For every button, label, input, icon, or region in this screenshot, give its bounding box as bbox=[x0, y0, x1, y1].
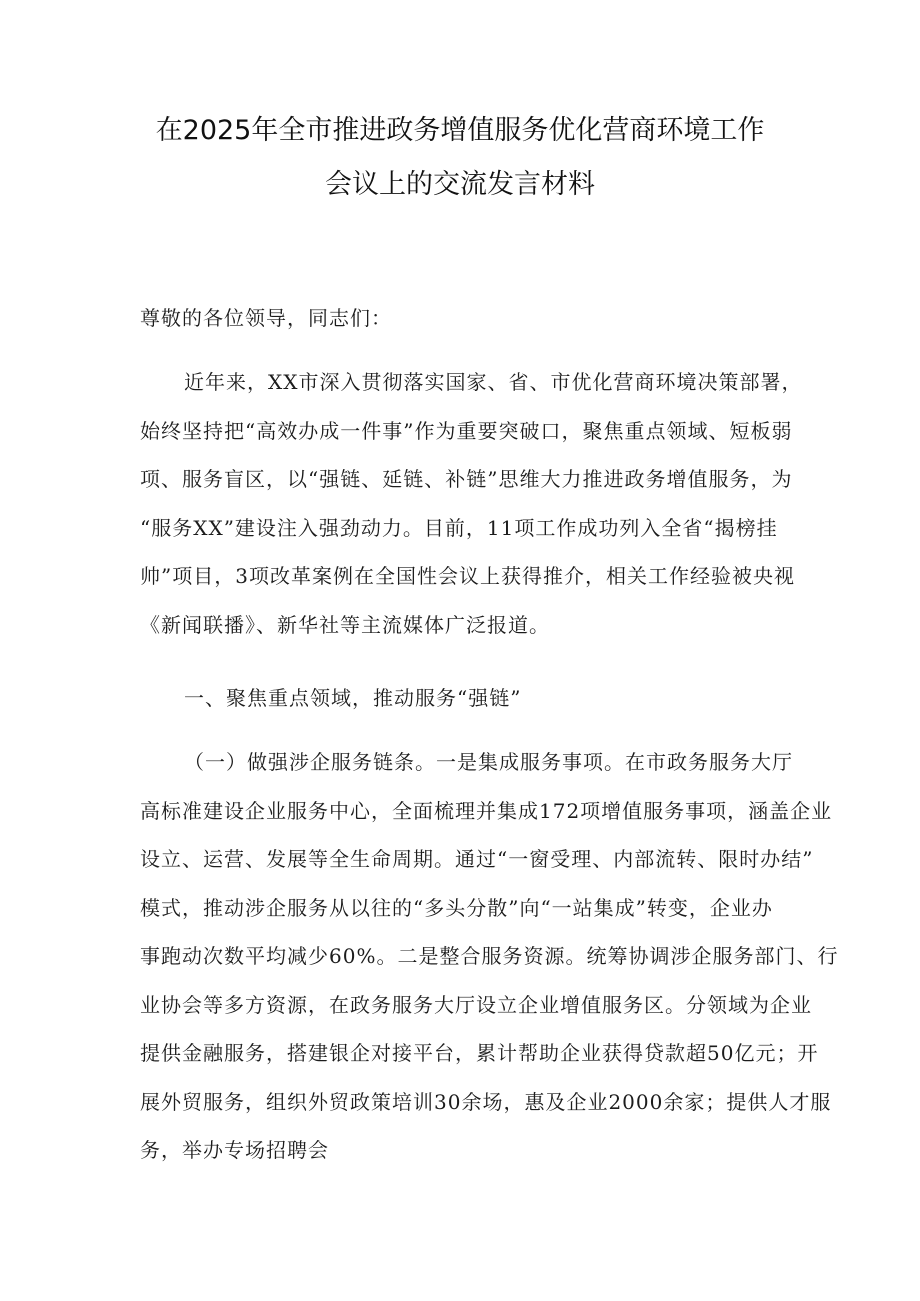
paragraph-line: 模式，推动涉企服务从以往的“多头分散”向“一站集成”转变，企业办 bbox=[140, 895, 773, 920]
salutation-text: 尊敬的各位领导，同志们： bbox=[140, 306, 392, 330]
paragraph-line: 帅”项目，3项改革案例在全国性会议上获得推介，相关工作经验被央视 bbox=[140, 564, 795, 588]
paragraph-line: 展外贸服务，组织外贸政策培训30余场，惠及企业2000余家；提供人才服 bbox=[140, 1089, 832, 1114]
paragraph-line: 始终坚持把“高效办成一件事”作为重要突破口，聚焦重点领域、短板弱 bbox=[140, 418, 793, 443]
paragraph-line: 《新闻联播》、新华社等主流媒体广泛报道。 bbox=[140, 612, 550, 637]
paragraph-line: 提供金融服务，搭建银企对接平台，累计帮助企业获得贷款超50亿元；开 bbox=[140, 1041, 819, 1065]
paragraph-line: 近年来，XX市深入贯彻落实国家、省、市优化营商环境决策部署， bbox=[184, 370, 803, 394]
paragraph-line: （一）做强涉企服务链条。一是集成服务事项。在市政务服务大厅 bbox=[184, 750, 793, 774]
paragraph-line: 业协会等多方资源，在政务服务大厅设立企业增值服务区。分领域为企业 bbox=[140, 992, 812, 1017]
paragraph-line: 务，举办专场招聘会 bbox=[140, 1138, 329, 1162]
paragraph-line: 高标准建设企业服务中心，全面梳理并集成172项增值服务事项，涵盖企业 bbox=[140, 798, 833, 823]
paragraph-line: 项、服务盲区，以“强链、延链、补链”思维大力推进政务增值服务，为 bbox=[140, 467, 793, 491]
salutation bbox=[140, 294, 780, 343]
paragraph-section-1 bbox=[140, 738, 839, 1175]
paragraph-line: “服务XX”建设注入强劲动力。目前，11项工作成功列入全省“揭榜挂 bbox=[140, 515, 778, 540]
paragraph-line: 事跑动次数平均减少60%。二是整合服务资源。统筹协调涉企服务部门、行 bbox=[140, 944, 839, 968]
section-heading bbox=[140, 674, 780, 723]
title-line: 会议上的交流发言材料 bbox=[325, 169, 595, 200]
paragraph-line: 设立、运营、发展等全生命周期。通过“一窗受理、内部流转、限时办结” bbox=[140, 847, 814, 871]
section-heading-text: 一、聚焦重点领域，推动服务“强链” bbox=[184, 686, 522, 710]
document-title bbox=[0, 104, 920, 212]
title-line: 在2025年全市推进政务增值服务优化营商环境工作 bbox=[155, 115, 765, 146]
paragraph-intro bbox=[140, 358, 803, 649]
